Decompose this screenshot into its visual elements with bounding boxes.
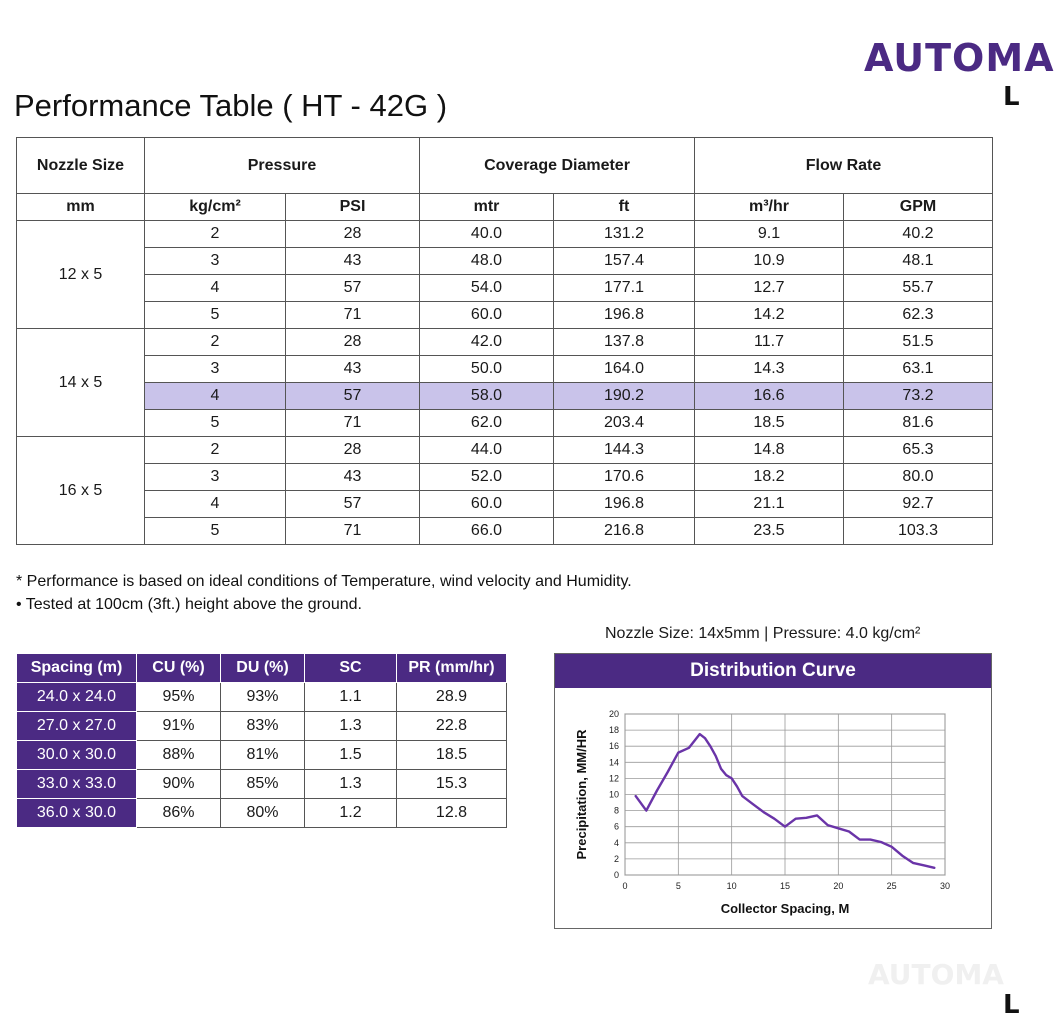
table-cell: 103.3 (844, 518, 993, 545)
unit-ft: ft (554, 194, 695, 221)
table-cell: 43 (286, 464, 420, 491)
table-cell: 196.8 (554, 491, 695, 518)
table-cell: 50.0 (420, 356, 554, 383)
table-cell: 4 (145, 275, 286, 302)
spacing-cell: 1.2 (305, 799, 397, 828)
y-tick-label: 6 (613, 821, 619, 832)
spacing-cell: 83% (221, 712, 305, 741)
nozzle-size-cell: 12 x 5 (17, 221, 145, 329)
table-row (17, 248, 993, 275)
spacing-cell: 1.5 (305, 741, 397, 770)
spacing-label-cell: 24.0 x 24.0 (17, 683, 137, 712)
brand-subtitle: L (1003, 82, 1020, 112)
spacing-cell: 12.8 (397, 799, 507, 828)
table-cell: 16.6 (695, 383, 844, 410)
y-tick-label: 10 (608, 789, 619, 800)
y-tick-label: 0 (613, 870, 619, 880)
table-cell: 71 (286, 518, 420, 545)
table-cell: 40.0 (420, 221, 554, 248)
table-cell: 14.3 (695, 356, 844, 383)
table-cell: 65.3 (844, 437, 993, 464)
table-cell: 137.8 (554, 329, 695, 356)
table-cell: 177.1 (554, 275, 695, 302)
distribution-chart (554, 653, 992, 929)
table-row (17, 518, 993, 545)
table-cell: 55.7 (844, 275, 993, 302)
y-axis-label: Precipitation, MM/HR (574, 729, 589, 860)
spacing-header: SC (305, 654, 397, 683)
table-cell: 73.2 (844, 383, 993, 410)
spacing-cell: 18.5 (397, 741, 507, 770)
table-cell: 3 (145, 248, 286, 275)
y-tick-label: 2 (613, 853, 619, 864)
table-cell: 190.2 (554, 383, 695, 410)
table-cell: 66.0 (420, 518, 554, 545)
spacing-row (17, 770, 507, 799)
spacing-header: Spacing (m) (17, 654, 137, 683)
spacing-cell: 80% (221, 799, 305, 828)
unit-psi: PSI (286, 194, 420, 221)
table-cell: 63.1 (844, 356, 993, 383)
table-cell: 23.5 (695, 518, 844, 545)
table-row (17, 275, 993, 302)
table-cell: 43 (286, 356, 420, 383)
spacing-cell: 28.9 (397, 683, 507, 712)
x-tick-label: 10 (726, 881, 737, 891)
x-axis-label: Collector Spacing, M (720, 901, 850, 916)
x-tick-label: 25 (886, 881, 897, 891)
y-tick-label: 20 (608, 709, 619, 719)
table-cell: 9.1 (695, 221, 844, 248)
table-cell: 92.7 (844, 491, 993, 518)
table-row (17, 464, 993, 491)
spacing-cell: 91% (137, 712, 221, 741)
table-row (17, 437, 993, 464)
table-cell: 71 (286, 302, 420, 329)
table-row (17, 410, 993, 437)
table-cell: 170.6 (554, 464, 695, 491)
table-cell: 5 (145, 518, 286, 545)
table-cell: 44.0 (420, 437, 554, 464)
table-cell: 28 (286, 329, 420, 356)
nozzle-size-cell: 14 x 5 (17, 329, 145, 437)
table-cell: 28 (286, 437, 420, 464)
chart-plot (555, 688, 991, 928)
header-pressure: Pressure (145, 138, 420, 194)
y-tick-label: 18 (608, 725, 619, 736)
x-tick-label: 5 (675, 881, 681, 891)
performance-table (16, 137, 993, 545)
table-row (17, 221, 993, 248)
table-cell: 52.0 (420, 464, 554, 491)
spacing-header: PR (mm/hr) (397, 654, 507, 683)
brand-watermark: AUTOMA (868, 958, 1004, 991)
header-nozzle-size: Nozzle Size (17, 138, 145, 194)
table-cell: 203.4 (554, 410, 695, 437)
table-cell: 57 (286, 275, 420, 302)
table-cell: 2 (145, 437, 286, 464)
spacing-label-cell: 33.0 x 33.0 (17, 770, 137, 799)
table-cell: 54.0 (420, 275, 554, 302)
spacing-cell: 1.1 (305, 683, 397, 712)
table-cell: 21.1 (695, 491, 844, 518)
table-cell: 131.2 (554, 221, 695, 248)
spacing-row (17, 683, 507, 712)
chart-title: Distribution Curve (555, 654, 991, 688)
table-cell: 164.0 (554, 356, 695, 383)
table-cell: 60.0 (420, 491, 554, 518)
x-tick-label: 20 (833, 881, 844, 891)
table-cell: 10.9 (695, 248, 844, 275)
nozzle-size-cell: 16 x 5 (17, 437, 145, 545)
table-cell: 3 (145, 464, 286, 491)
unit-mm: mm (17, 194, 145, 221)
table-row (17, 491, 993, 518)
x-tick-label: 0 (622, 881, 628, 891)
table-cell: 18.5 (695, 410, 844, 437)
spacing-table (16, 653, 507, 828)
table-cell: 2 (145, 329, 286, 356)
spacing-cell: 22.8 (397, 712, 507, 741)
spacing-cell: 86% (137, 799, 221, 828)
table-cell: 60.0 (420, 302, 554, 329)
table-cell: 14.2 (695, 302, 844, 329)
unit-mtr: mtr (420, 194, 554, 221)
table-cell: 62.0 (420, 410, 554, 437)
table-row (17, 356, 993, 383)
table-cell: 51.5 (844, 329, 993, 356)
spacing-cell: 93% (221, 683, 305, 712)
table-cell: 80.0 (844, 464, 993, 491)
table-row (17, 302, 993, 329)
note-performance: * Performance is based on ideal conditions of Temperature, wind velocity and Humidity. (16, 573, 632, 590)
table-cell: 28 (286, 221, 420, 248)
table-cell: 48.0 (420, 248, 554, 275)
brand-logo: AUTOMA (864, 36, 1055, 80)
unit-m3hr: m³/hr (695, 194, 844, 221)
table-cell: 42.0 (420, 329, 554, 356)
page-title: Performance Table ( HT - 42G ) (14, 88, 448, 123)
spacing-label-cell: 27.0 x 27.0 (17, 712, 137, 741)
table-cell: 12.7 (695, 275, 844, 302)
table-cell: 5 (145, 410, 286, 437)
table-cell: 57 (286, 383, 420, 410)
y-tick-label: 4 (613, 837, 619, 848)
table-cell: 18.2 (695, 464, 844, 491)
table-cell: 3 (145, 356, 286, 383)
x-tick-label: 30 (939, 881, 951, 891)
table-cell: 5 (145, 302, 286, 329)
header-flow-rate: Flow Rate (695, 138, 993, 194)
table-cell: 14.8 (695, 437, 844, 464)
table-cell: 157.4 (554, 248, 695, 275)
spacing-cell: 15.3 (397, 770, 507, 799)
spacing-cell: 90% (137, 770, 221, 799)
spacing-row (17, 741, 507, 770)
unit-kgcm2: kg/cm² (145, 194, 286, 221)
table-cell: 40.2 (844, 221, 993, 248)
unit-gpm: GPM (844, 194, 993, 221)
table-row (17, 383, 993, 410)
brand-subtitle-bottom: L (1003, 990, 1020, 1020)
x-tick-label: 15 (779, 881, 791, 891)
y-tick-label: 8 (613, 805, 619, 816)
table-cell: 62.3 (844, 302, 993, 329)
table-cell: 144.3 (554, 437, 695, 464)
table-cell: 4 (145, 383, 286, 410)
spacing-label-cell: 30.0 x 30.0 (17, 741, 137, 770)
table-cell: 57 (286, 491, 420, 518)
table-cell: 48.1 (844, 248, 993, 275)
table-cell: 196.8 (554, 302, 695, 329)
spacing-cell: 85% (221, 770, 305, 799)
y-tick-label: 14 (608, 757, 619, 768)
table-cell: 81.6 (844, 410, 993, 437)
y-tick-label: 12 (608, 773, 619, 784)
note-tested-height: • Tested at 100cm (3ft.) height above the ground. (16, 596, 362, 613)
spacing-cell: 1.3 (305, 712, 397, 741)
header-coverage-diameter: Coverage Diameter (420, 138, 695, 194)
table-row (17, 329, 993, 356)
table-cell: 11.7 (695, 329, 844, 356)
table-cell: 58.0 (420, 383, 554, 410)
spacing-header: DU (%) (221, 654, 305, 683)
chart-caption: Nozzle Size: 14x5mm | Pressure: 4.0 kg/cm² (605, 625, 921, 642)
spacing-label-cell: 36.0 x 30.0 (17, 799, 137, 828)
spacing-row (17, 799, 507, 828)
table-cell: 43 (286, 248, 420, 275)
spacing-cell: 88% (137, 741, 221, 770)
table-cell: 71 (286, 410, 420, 437)
spacing-cell: 81% (221, 741, 305, 770)
y-tick-label: 16 (608, 741, 619, 752)
spacing-header: CU (%) (137, 654, 221, 683)
spacing-cell: 1.3 (305, 770, 397, 799)
spacing-row (17, 712, 507, 741)
table-cell: 4 (145, 491, 286, 518)
table-cell: 2 (145, 221, 286, 248)
table-cell: 216.8 (554, 518, 695, 545)
spacing-cell: 95% (137, 683, 221, 712)
